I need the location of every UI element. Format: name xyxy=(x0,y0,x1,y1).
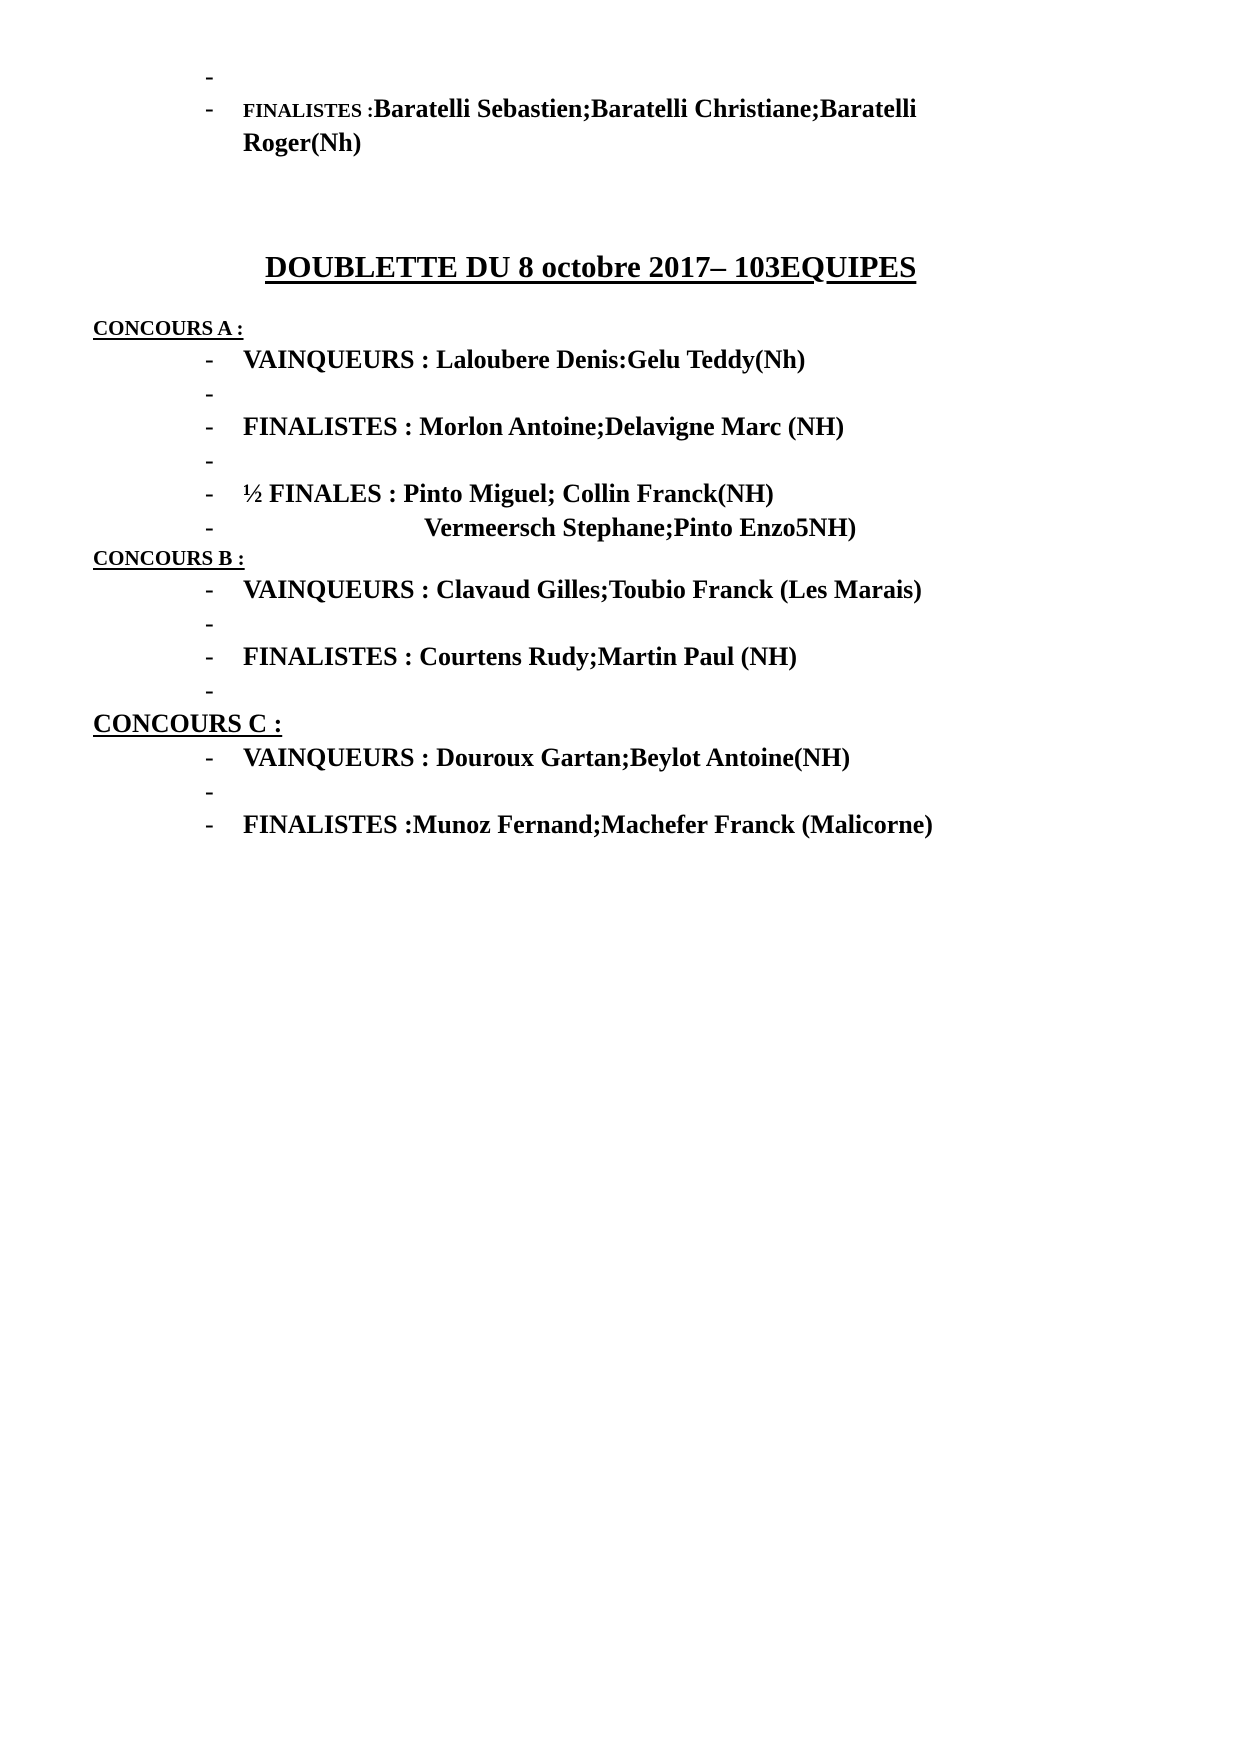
concours-b-heading: CONCOURS B : xyxy=(93,546,245,570)
finalists-names: Courtens Rudy;Martin Paul (NH) xyxy=(419,642,797,671)
concours-a-finalists xyxy=(243,414,844,440)
list-dash: - xyxy=(205,810,214,839)
list-dash: - xyxy=(205,379,214,408)
finalists-names: Morlon Antoine;Delavigne Marc (NH) xyxy=(419,412,845,441)
page-title: DOUBLETTE DU 8 octobre 2017– 103EQUIPES xyxy=(265,249,917,284)
concours-c-winners xyxy=(243,745,850,771)
list-dash: - xyxy=(205,446,214,475)
semis-label: ½ FINALES : xyxy=(243,479,397,508)
finalists-names: Munoz Fernand;Machefer Franck (Malicorne) xyxy=(412,810,933,839)
concours-a-semifinals xyxy=(243,481,774,507)
list-dash: - xyxy=(205,62,214,91)
winners-label: VAINQUEURS : xyxy=(243,345,430,374)
list-dash: - xyxy=(205,513,214,542)
finalists-label: FINALISTES : xyxy=(243,642,413,671)
list-dash: - xyxy=(205,345,214,374)
winners-label: VAINQUEURS : xyxy=(243,743,430,772)
concours-c-finalists xyxy=(243,812,933,838)
top-finalists-line xyxy=(243,96,917,122)
concours-a-semifinals-2: Vermeersch Stephane;Pinto Enzo5NH) xyxy=(424,513,857,542)
concours-a-winners xyxy=(243,347,805,373)
winners-label: VAINQUEURS : xyxy=(243,575,430,604)
list-dash: - xyxy=(205,412,214,441)
list-dash: - xyxy=(205,676,214,705)
finalists-label: FINALISTES : xyxy=(243,412,413,441)
top-finalists-names: Baratelli Sebastien;Baratelli Christiane;Baratelli xyxy=(373,94,917,123)
top-finalists-names-cont: Roger(Nh) xyxy=(243,128,362,157)
list-dash: - xyxy=(205,642,214,671)
concours-a-heading: CONCOURS A : xyxy=(93,316,244,340)
list-dash: - xyxy=(205,743,214,772)
list-dash: - xyxy=(205,94,214,123)
semis-names: Pinto Miguel; Collin Franck(NH) xyxy=(403,479,774,508)
concours-c-heading: CONCOURS C : xyxy=(93,709,283,738)
concours-b-finalists xyxy=(243,644,797,670)
winners-names: Clavaud Gilles;Toubio Franck (Les Marais) xyxy=(436,575,922,604)
list-dash: - xyxy=(205,777,214,806)
list-dash: - xyxy=(205,479,214,508)
concours-b-winners xyxy=(243,577,922,603)
finalists-label: FINALISTES : xyxy=(243,810,413,839)
winners-names: Laloubere Denis:Gelu Teddy(Nh) xyxy=(436,345,806,374)
winners-names: Douroux Gartan;Beylot Antoine(NH) xyxy=(436,743,851,772)
list-dash: - xyxy=(205,609,214,638)
top-finalists-label: FINALISTES : xyxy=(243,100,374,122)
list-dash: - xyxy=(205,575,214,604)
